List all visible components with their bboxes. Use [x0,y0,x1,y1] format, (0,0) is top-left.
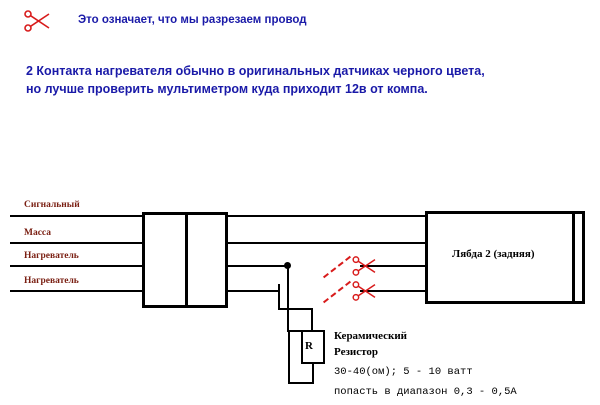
sensor-label: Лябда 2 (задняя) [452,248,535,260]
resistor-spec-line-1: 30-40(ом); 5 - 10 ватт [334,366,473,378]
wire-signal-left [10,215,142,217]
cut-mark-lower [318,283,378,301]
wire-label-signal: Сигнальный [24,200,80,210]
resistor-caption-line-1: Керамический [334,330,408,342]
wire-heater2-hook-horizontal [278,308,312,310]
wire-resistor-bottom-lead [312,362,314,384]
legend-text: Это означает, что мы разрезаем провод [78,14,307,26]
wire-resistor-return-horizontal [288,382,314,384]
resistor-caption-line-2: Резистор [334,346,378,358]
note-line-2: но лучше проверить мультиметром куда приходит 12в от компа. [26,82,428,97]
resistor-symbol: R [305,340,313,352]
wire-label-ground: Масса [24,228,52,238]
wire-ground-right [228,242,428,244]
wire-resistor-return-vertical [288,330,290,384]
wire-resistor-top-lead [287,265,289,331]
wire-heater1-left [10,265,142,267]
resistor-spec-line-2: попасть в диапазон 0,3 - 0,5А [334,386,517,398]
wire-heater2-hook-vertical [278,284,280,310]
sensor-box-divider [572,211,575,304]
wire-label-heater-1: Нагреватель [24,251,79,261]
wire-heater2-segment-a [228,290,280,292]
connector-divider [185,212,188,308]
note-paragraph [26,62,578,98]
wire-heater1-segment-a [228,265,288,267]
wire-resistor-feed [311,308,313,332]
note-line-1: 2 Контакта нагревателя обычно в оригинальных датчиках черного цвета, [26,64,485,78]
cut-mark-upper [318,258,378,276]
scissors-icon-lower [352,281,378,301]
scissors-icon-upper [352,256,378,276]
wire-label-heater-2: Нагреватель [24,276,79,286]
wire-signal-right [228,215,428,217]
wire-ground-left [10,242,142,244]
wire-heater2-left [10,290,142,292]
scissors-icon [24,10,52,32]
